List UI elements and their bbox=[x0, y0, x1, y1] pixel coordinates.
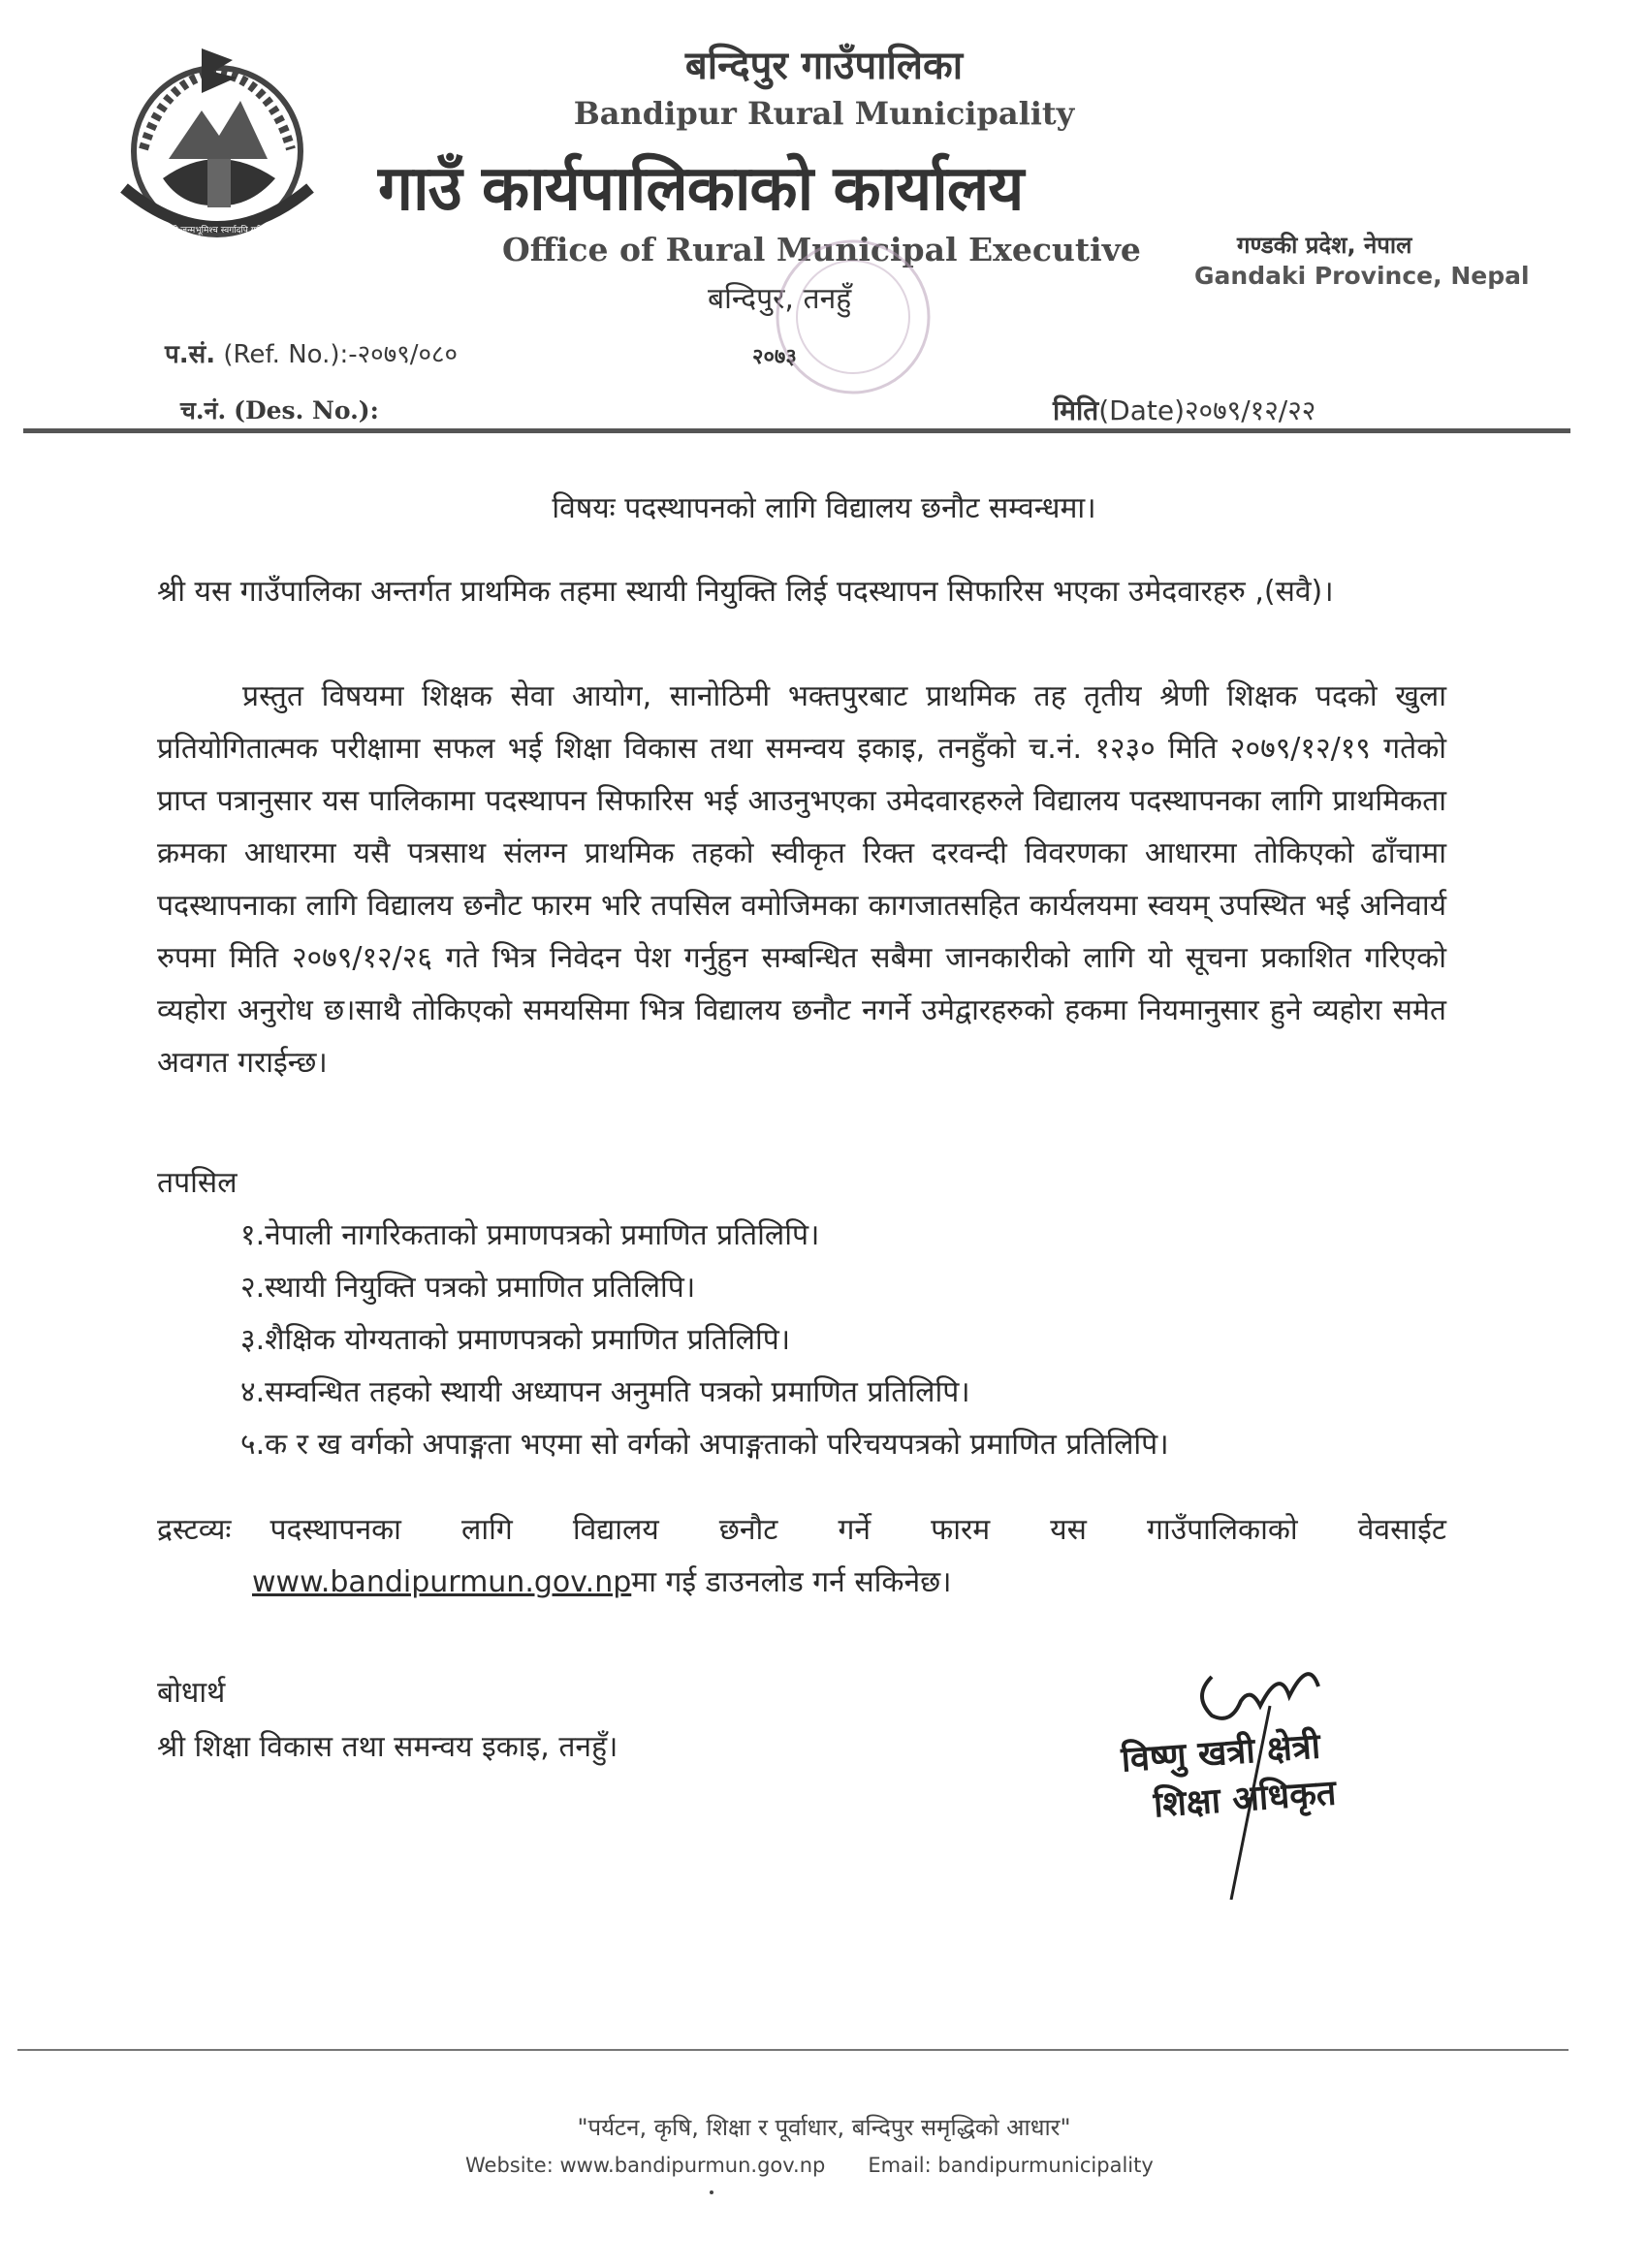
signatory bbox=[1120, 1719, 1338, 1829]
website-link[interactable]: www.bandipurmun.gov.np bbox=[252, 1565, 632, 1599]
letter-date bbox=[1053, 392, 1315, 428]
note-text: पदस्थापनका लागि विद्यालय छनौट गर्ने फारम यस गाउँपालिकाको वेवसाईट bbox=[269, 1513, 1446, 1547]
date-label-en: (Date) bbox=[1098, 394, 1185, 426]
province-en: Gandaki Province, Nepal bbox=[1194, 262, 1530, 290]
footer-motto: "पर्यटन, कृषि, शिक्षा र पूर्वाधार, बन्दिपुर समृद्धिको आधार" bbox=[577, 2114, 1071, 2141]
date-label: मिति bbox=[1053, 394, 1099, 426]
office-location: बन्दिपुर, तनहुँ bbox=[708, 282, 852, 316]
signatory-title: शिक्षा अधिकृत bbox=[1152, 1773, 1338, 1826]
footer-divider bbox=[17, 2049, 1569, 2051]
des-label-en: (Des. No.): bbox=[234, 396, 379, 425]
annex-item: ३.शैक्षिक योग्यताको प्रमाणपत्रको प्रमाणित प्रतिलिपि। bbox=[240, 1323, 791, 1357]
ref-label: प.सं. bbox=[165, 340, 216, 369]
note-line-2 bbox=[252, 1560, 952, 1600]
header-divider bbox=[23, 428, 1570, 433]
letter-recipient: श्री यस गाउँपालिका अन्तर्गत प्राथमिक तहमा स्थायी नियुक्ति लिई पदस्थापन सिफारिस भएका उमेदवारहरु ,(सवै)। bbox=[157, 575, 1334, 609]
signatory-name: विष्णु खत्री क्षेत्री bbox=[1120, 1726, 1322, 1780]
annex-label: तपसिल bbox=[157, 1166, 238, 1200]
reference-number bbox=[165, 335, 458, 370]
footer-website: Website: www.bandipurmun.gov.np bbox=[465, 2154, 826, 2177]
emblem-motto: जननी जन्मभूमिश्च स्वर्गादपि गरीयसी bbox=[159, 226, 275, 236]
municipality-name-np: बन्दिपुर गाउँपालिका bbox=[684, 44, 964, 88]
footer-email: Email: bandipurmunicipality bbox=[868, 2154, 1154, 2177]
date-value: २०७९/१२/२२ bbox=[1185, 394, 1316, 426]
municipality-name-en: Bandipur Rural Municipality bbox=[573, 95, 1075, 132]
annex-item: ५.क र ख वर्गको अपाङ्गता भएमा सो वर्गको अपाङ्गताको परिचयपत्रको प्रमाणित प्रतिलिपि। bbox=[240, 1428, 1169, 1462]
cc-recipient: श्री शिक्षा विकास तथा समन्वय इकाइ, तनहुँ। bbox=[157, 1730, 618, 1764]
letter-subject: विषयः पदस्थापनको लागि विद्यालय छनौट सम्वन्धमा। bbox=[552, 491, 1096, 525]
cc-label: बोधार्थ bbox=[157, 1676, 226, 1710]
ref-label-en: (Ref. No.):- bbox=[223, 340, 358, 369]
dispatch-number bbox=[180, 394, 379, 426]
office-stamp-icon bbox=[737, 225, 969, 409]
note-line bbox=[157, 1508, 1446, 1548]
annex-item: ४.सम्वन्धित तहको स्थायी अध्यापन अनुमति पत्रको प्रमाणित प्रतिलिपि। bbox=[240, 1375, 970, 1409]
office-name-en: Office of Rural Municipal Executive bbox=[502, 231, 1141, 268]
letter-body: प्रस्तुत विषयमा शिक्षक सेवा आयोग, सानोठिमी भक्तपुरबाट प्राथमिक तह तृतीय श्रेणी शिक्षक पदको खुला प्रतियोगितात्मक परीक्षामा सफल भई शिक्षा विकास तथा समन्वय इकाइ, तनहुँको च.नं. १२३० मिति २०७९/१२/१९ गतेको प्राप्त पत्रानुसार यस पालिकामा पदस्थापन सिफारिस भई आउनुभएका उमेदवारहरुले विद्यालय पदस्थापनका लागि प्राथमिकता क्रमका आधारमा यसै पत्रसाथ संलग्न प्राथमिक तहको स्वीकृत रिक्त दरवन्दी विवरणका आधारमा तोकिएको ढाँचामा पदस्थापनाका लागि विद्यालय छनौट फारम भरि तपसिल वमोजिमका कागजातसहित कार्यलयमा स्वयम् उपस्थित भई अनिवार्य रुपमा मिति २०७९/१२/२६ गते भित्र निवेदन पेश गर्नुहुन सम्बन्धित सबैमा जानकारीको लागि यो सूचना प्रकाशित गरिएको व्यहोरा अनुरोध छ।साथै तोकिएको समयसिमा भित्र विद्यालय छनौट नगर्ने उमेद्वारहरुको हकमा नियमानुसार हुने व्यहोरा समेत अवगत गराईन्छ। bbox=[157, 679, 1446, 1080]
province-np: गण्डकी प्रदेश, नेपाल bbox=[1237, 232, 1412, 259]
ref-value: २०७९/०८० bbox=[357, 340, 459, 369]
footer-contact bbox=[465, 2154, 1196, 2177]
footer-dot bbox=[710, 2190, 713, 2194]
des-label: च.नं. bbox=[180, 396, 227, 425]
note-label: द्रस्टव्यः bbox=[157, 1513, 232, 1547]
note-tail: मा गई डाउनलोड गर्न सकिनेछ। bbox=[631, 1565, 952, 1599]
annex-item: २.स्थायी नियुक्ति पत्रको प्रमाणित प्रतिलिपि। bbox=[240, 1271, 696, 1305]
annex-item: १.नेपाली नागरिकताको प्रमाणपत्रको प्रमाणित प्रतिलिपि। bbox=[240, 1218, 820, 1252]
established-year: २०७३ bbox=[752, 345, 797, 369]
office-name-np: गाउँ कार्यपालिकाको कार्यालय bbox=[378, 153, 1024, 225]
